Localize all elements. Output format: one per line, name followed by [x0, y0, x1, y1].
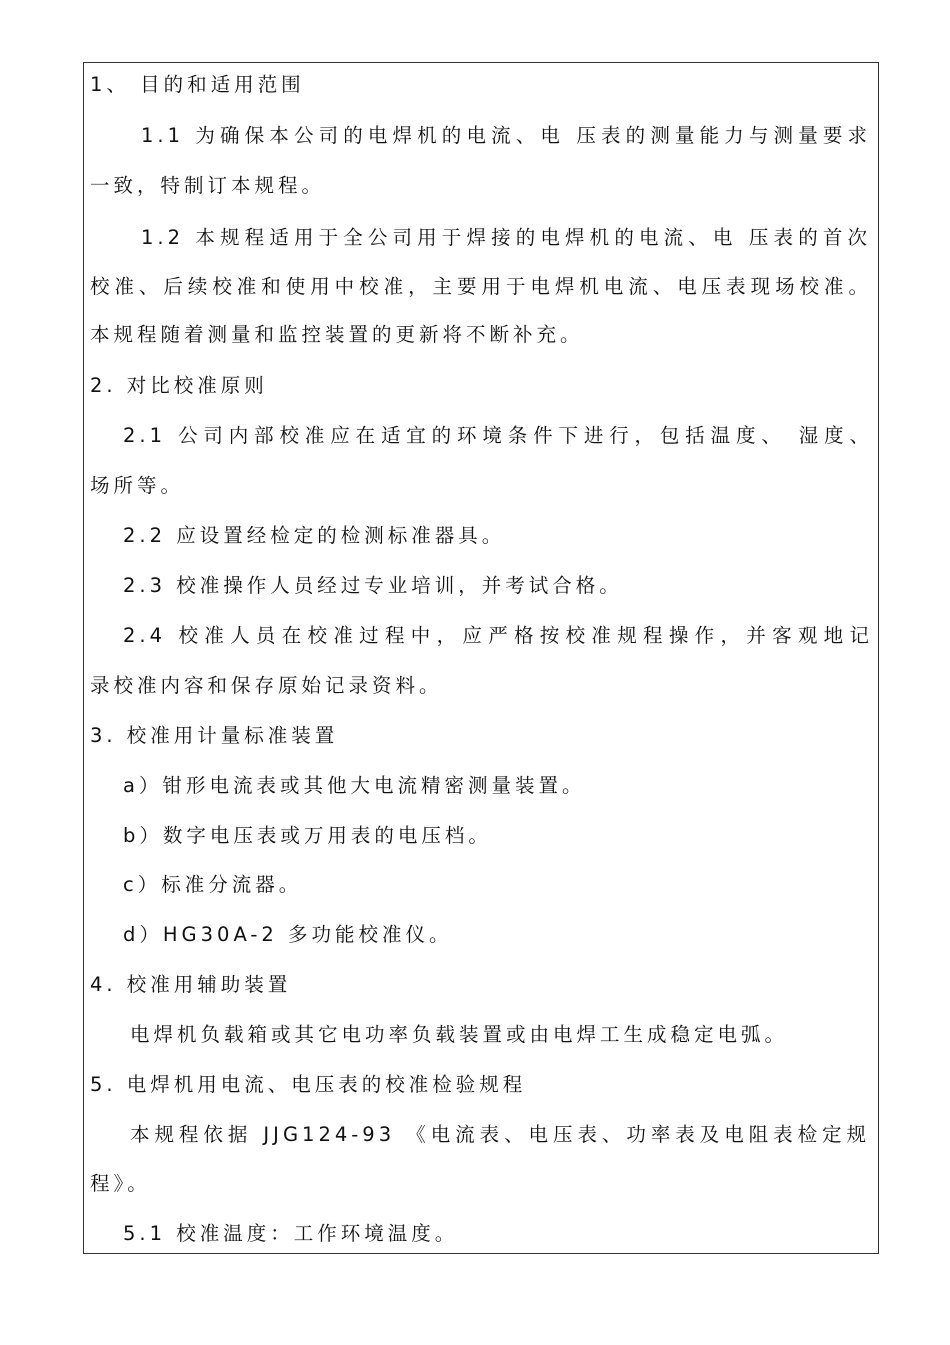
list-item-d: d）HG30A-2 多功能校准仪。: [123, 923, 453, 946]
para-2-2: 2.2 应设置经检定的检测标准器具。: [123, 524, 506, 547]
para-5-line-2: 程》。: [90, 1172, 151, 1195]
list-item-b: b）数字电压表或万用表的电压档。: [123, 824, 492, 847]
para-2-1-line-2: 场所等。: [90, 474, 185, 497]
para-1-2-line-2: 校准、后续校准和使用中校准，主要用于电焊机电流、电压表现场校准。: [90, 275, 872, 298]
section-5-heading: 5. 电焊机用电流、电压表的校准检验规程: [90, 1073, 527, 1096]
section-4-heading: 4. 校准用辅助装置: [90, 973, 292, 996]
para-5-1: 5.1 校准温度：工作环境温度。: [123, 1222, 459, 1245]
para-2-1-line-1: 2.1 公司内部校准应在适宜的环境条件下进行，包括温度、 湿度、: [123, 424, 873, 447]
para-1-2-line-3: 本规程随着测量和监控装置的更新将不断补充。: [90, 323, 584, 346]
list-item-c: c）标准分流器。: [123, 873, 303, 896]
section-1-heading: 1、 目的和适用范围: [90, 73, 305, 96]
para-4-body: 电焊机负载箱或其它电功率负载装置或由电焊工生成稳定电弧。: [130, 1023, 789, 1046]
para-2-3: 2.3 校准操作人员经过专业培训，并考试合格。: [123, 574, 623, 597]
para-2-4-line-2: 录校准内容和保存原始记录资料。: [90, 674, 443, 697]
section-3-heading: 3. 校准用计量标准装置: [90, 724, 339, 747]
para-5-line-1: 本规程依据 JJG124-93 《电流表、电压表、功率表及电阻表检定规: [130, 1123, 870, 1146]
para-1-2-line-1: 1.2 本规程适用于全公司用于焊接的电焊机的电流、电 压表的首次: [141, 226, 871, 249]
section-2-heading: 2. 对比校准原则: [90, 374, 268, 397]
list-item-a: a）钳形电流表或其他大电流精密测量装置。: [123, 774, 586, 797]
para-1-1-line-1: 1.1 为确保本公司的电焊机的电流、电 压表的测量能力与测量要求: [141, 124, 871, 147]
para-2-4-line-1: 2.4 校准人员在校准过程中，应严格按校准规程操作，并客观地记: [123, 624, 873, 647]
para-1-1-line-2: 一致，特制订本规程。: [90, 174, 326, 197]
